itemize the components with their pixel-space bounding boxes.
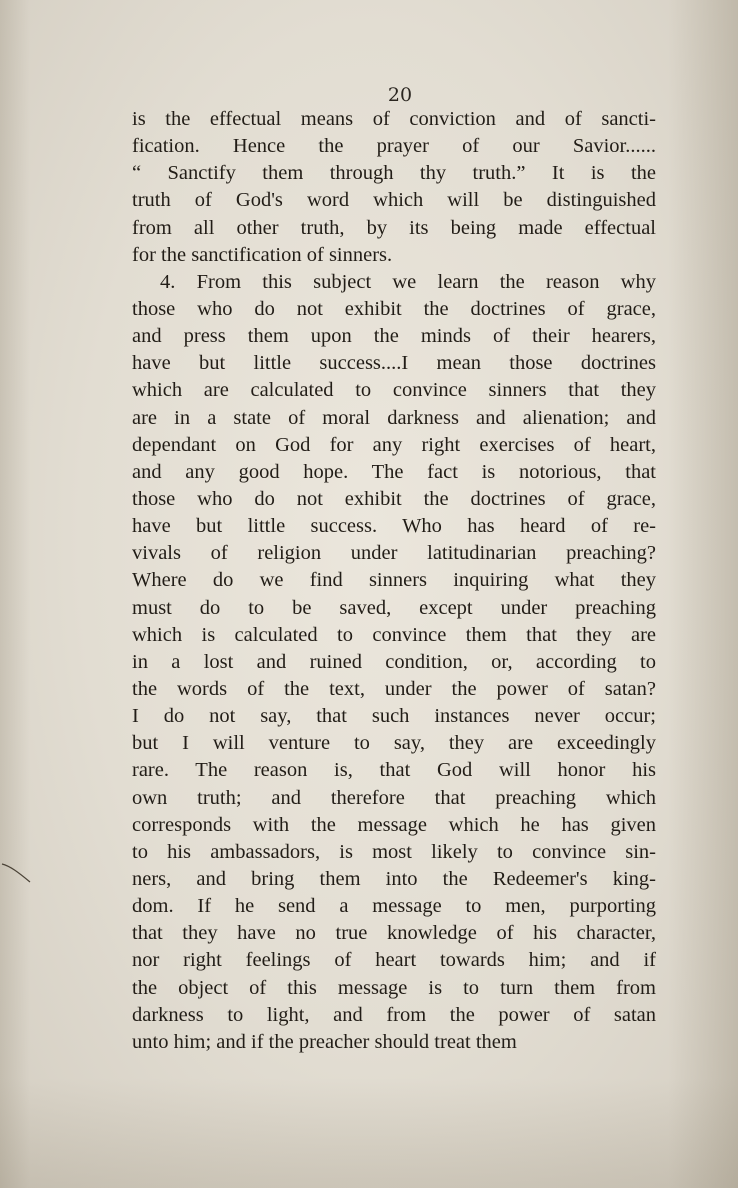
text-line: and press them upon the minds of their hearers,	[132, 325, 656, 348]
text-line: for the sanctification of sinners.	[132, 243, 393, 266]
text-line: truth of God's word which will be distinguished	[132, 189, 656, 212]
text-line: is the effectual means of conviction and of sancti-	[132, 108, 656, 130]
text-line: have but little success....I mean those doctrines	[132, 352, 656, 375]
text-line: those who do not exhibit the doctrines of grace,	[132, 487, 656, 510]
text-line: ners, and bring them into the Redeemer's king-	[132, 867, 656, 890]
text-line: and any good hope. The fact is notorious, that	[132, 460, 656, 483]
text-line: fication. Hence the prayer of our Savior......	[132, 135, 656, 158]
text-line: “ Sanctify them through thy truth.” It is the	[132, 162, 656, 185]
text-line: unto him; and if the preacher should treat them	[132, 1030, 517, 1053]
text-line: rare. The reason is, that God will honor his	[132, 759, 656, 782]
margin-pen-mark	[0, 858, 40, 898]
text-line: corresponds with the message which he has given	[132, 813, 656, 836]
text-line: to his ambassadors, is most likely to convince sin-	[132, 840, 656, 863]
text-line: vivals of religion under latitudinarian preaching?	[132, 542, 656, 565]
text-line: I do not say, that such instances never occur;	[132, 705, 656, 728]
text-line: that they have no true knowledge of his character,	[132, 922, 656, 945]
text-line: in a lost and ruined condition, or, according to	[132, 650, 656, 673]
text-line: but I will venture to say, they are exceedingly	[132, 732, 656, 755]
text-line: must do to be saved, except under preaching	[132, 596, 656, 619]
text-line: are in a state of moral darkness and alienation; and	[132, 406, 656, 429]
text-line: darkness to light, and from the power of satan	[132, 1003, 656, 1026]
text-line: which are calculated to convince sinners that they	[132, 379, 656, 402]
text-line: those who do not exhibit the doctrines of grace,	[132, 297, 656, 320]
paper-edge-shading-right	[668, 0, 738, 1188]
text-line: dom. If he send a message to men, purporting	[132, 895, 656, 918]
text-line: from all other truth, by its being made effectual	[132, 216, 656, 239]
text-line: the object of this message is to turn them from	[132, 976, 656, 999]
text-line: have but little success. Who has heard of re-	[132, 515, 656, 538]
page-body-text	[132, 106, 656, 1056]
text-line: Where do we find sinners inquiring what they	[132, 569, 656, 592]
text-line: the words of the text, under the power of satan?	[132, 677, 656, 700]
text-line: own truth; and therefore that preaching which	[132, 786, 656, 809]
text-line: dependant on God for any right exercises of heart,	[132, 433, 656, 456]
page-number: 20	[387, 84, 413, 106]
text-line: which is calculated to convince them that they are	[132, 623, 656, 646]
paper-edge-shading-left	[0, 0, 30, 1188]
text-line: 4. From this subject we learn the reason why	[160, 270, 656, 293]
paper-edge-shading-bottom	[0, 1078, 738, 1188]
text-line: nor right feelings of heart towards him; and if	[132, 949, 656, 972]
